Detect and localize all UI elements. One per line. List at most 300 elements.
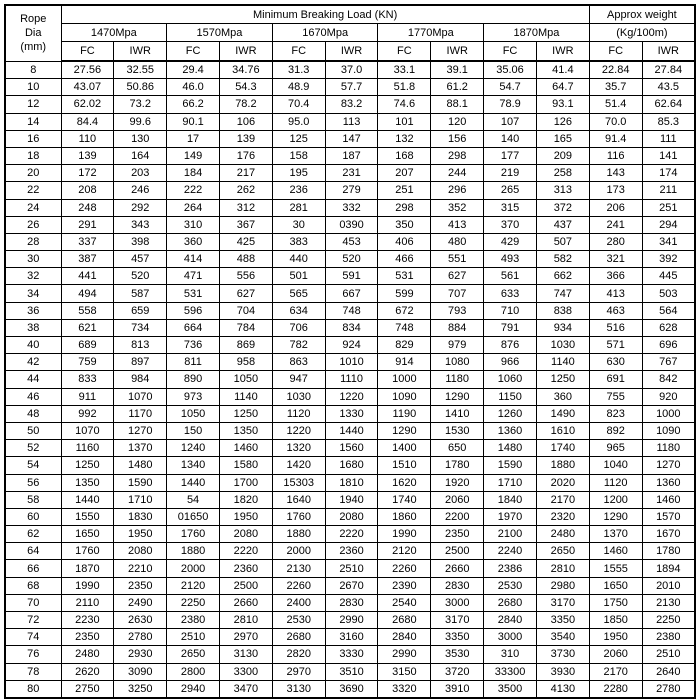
fc-1770-cell: 748 bbox=[378, 319, 431, 336]
iwr-1570-cell: 1580 bbox=[219, 457, 272, 474]
weight-fc-cell: 2060 bbox=[589, 646, 642, 663]
iwr-1670-cell: 187 bbox=[325, 147, 378, 164]
header-row-3 bbox=[5, 42, 695, 62]
weight-fc-cell: 22.84 bbox=[589, 61, 642, 79]
fc-1770-cell: 298 bbox=[378, 199, 431, 216]
iwr-1870-cell: 662 bbox=[536, 268, 589, 285]
weight-fc-cell: 1650 bbox=[589, 577, 642, 594]
iwr-1870-cell: 3170 bbox=[536, 594, 589, 611]
fc-1870-cell: 1710 bbox=[484, 474, 537, 491]
fc-1470-cell: 84.4 bbox=[61, 113, 114, 130]
approx-weight-header: Approx weight bbox=[589, 5, 695, 24]
iwr-1570-cell: 2970 bbox=[219, 629, 272, 646]
fc-1670-cell: 125 bbox=[272, 130, 325, 147]
iwr-1770-cell: 120 bbox=[431, 113, 484, 130]
table-row bbox=[5, 543, 695, 560]
rope-dia-cell: 28 bbox=[5, 233, 61, 250]
iwr-1770-cell: 1780 bbox=[431, 457, 484, 474]
rope-dia-cell: 62 bbox=[5, 526, 61, 543]
iwr-1770-cell: 707 bbox=[431, 285, 484, 302]
weight-iwr-cell: 251 bbox=[642, 199, 695, 216]
fc-1870-cell: 2840 bbox=[484, 612, 537, 629]
weight-fc-cell: 965 bbox=[589, 440, 642, 457]
fc-1670-cell: 2400 bbox=[272, 594, 325, 611]
fc-1570-cell: 1760 bbox=[167, 526, 220, 543]
fc-1770-cell: 3150 bbox=[378, 663, 431, 680]
fc-1770-cell: 829 bbox=[378, 337, 431, 354]
weight-iwr-cell: 2010 bbox=[642, 577, 695, 594]
rope-dia-cell: 34 bbox=[5, 285, 61, 302]
iwr-1670-cell: 3160 bbox=[325, 629, 378, 646]
rope-dia-cell: 78 bbox=[5, 663, 61, 680]
weight-iwr-cell: 341 bbox=[642, 233, 695, 250]
iwr-1570-cell: 958 bbox=[219, 354, 272, 371]
weight-iwr-cell: 2130 bbox=[642, 594, 695, 611]
iwr-1470-cell: 3090 bbox=[114, 663, 167, 680]
weight-iwr-cell: 1090 bbox=[642, 422, 695, 439]
fc-1870-cell: 966 bbox=[484, 354, 537, 371]
rope-dia-cell: 20 bbox=[5, 165, 61, 182]
iwr-1870-cell: 3730 bbox=[536, 646, 589, 663]
fc-1470-cell: 992 bbox=[61, 405, 114, 422]
fc-1770-cell: 74.6 bbox=[378, 96, 431, 113]
iwr-1570-cell: 312 bbox=[219, 199, 272, 216]
weight-iwr-cell: 696 bbox=[642, 337, 695, 354]
iwr-1870-cell: 93.1 bbox=[536, 96, 589, 113]
weight-iwr-cell: 392 bbox=[642, 251, 695, 268]
weight-unit-header: (Kg/100m) bbox=[589, 24, 695, 42]
iwr-1670-cell: 2510 bbox=[325, 560, 378, 577]
iwr-1470-cell: 1170 bbox=[114, 405, 167, 422]
weight-iwr-cell: 211 bbox=[642, 182, 695, 199]
iwr-1470-cell: 2080 bbox=[114, 543, 167, 560]
table-row bbox=[5, 474, 695, 491]
iwr-1770-cell: 1410 bbox=[431, 405, 484, 422]
fc-1670-cell: 706 bbox=[272, 319, 325, 336]
table-row bbox=[5, 663, 695, 680]
iwr-1870-cell: 2810 bbox=[536, 560, 589, 577]
iwr-1570-cell: 869 bbox=[219, 337, 272, 354]
iwr-1770-cell: 1080 bbox=[431, 354, 484, 371]
weight-iwr-cell: 1670 bbox=[642, 526, 695, 543]
iwr-1570-cell: 3300 bbox=[219, 663, 272, 680]
table-row bbox=[5, 233, 695, 250]
iwr-1670-cell: 1440 bbox=[325, 422, 378, 439]
fc-1570-cell: 973 bbox=[167, 388, 220, 405]
fc-1870-cell: 265 bbox=[484, 182, 537, 199]
fc-1570-cell: 66.2 bbox=[167, 96, 220, 113]
iwr-1570-cell: 704 bbox=[219, 302, 272, 319]
iwr-1870-cell: 437 bbox=[536, 216, 589, 233]
iwr-1470-cell: 246 bbox=[114, 182, 167, 199]
rope-dia-cell: 10 bbox=[5, 79, 61, 96]
fc-1570-cell: 2940 bbox=[167, 680, 220, 698]
fc-1770-cell: 3320 bbox=[378, 680, 431, 698]
fc-1470-cell: 387 bbox=[61, 251, 114, 268]
weight-iwr-cell: 2640 bbox=[642, 663, 695, 680]
iwr-1670-cell: 0390 bbox=[325, 216, 378, 233]
fc-1770-cell: 1990 bbox=[378, 526, 431, 543]
fc-1670-cell: 383 bbox=[272, 233, 325, 250]
iwr-1770-cell: 296 bbox=[431, 182, 484, 199]
iwr-1670-cell: 2830 bbox=[325, 594, 378, 611]
fc-1770-cell: 132 bbox=[378, 130, 431, 147]
weight-fc-cell: 70.0 bbox=[589, 113, 642, 130]
iwr-1570-cell: 784 bbox=[219, 319, 272, 336]
table-row bbox=[5, 594, 695, 611]
rope-dia-cell: 16 bbox=[5, 130, 61, 147]
table-row bbox=[5, 629, 695, 646]
iwr-1470-cell: 984 bbox=[114, 371, 167, 388]
fc-1670-cell: 501 bbox=[272, 268, 325, 285]
iwr-1570-cell: 1460 bbox=[219, 440, 272, 457]
fc-1670-cell: 2530 bbox=[272, 612, 325, 629]
fc-1670-cell: 236 bbox=[272, 182, 325, 199]
iwr-1670-cell: 591 bbox=[325, 268, 378, 285]
iwr-1870-cell: 41.4 bbox=[536, 61, 589, 79]
iwr-1570-cell: 176 bbox=[219, 147, 272, 164]
iwr-1470-cell: 203 bbox=[114, 165, 167, 182]
fc-1570-cell: 1050 bbox=[167, 405, 220, 422]
iwr-1470-cell: 1590 bbox=[114, 474, 167, 491]
iwr-1770-cell: 3720 bbox=[431, 663, 484, 680]
iwr-1870-cell: 1610 bbox=[536, 422, 589, 439]
fc-1470-cell: 27.56 bbox=[61, 61, 114, 79]
iwr-1470-cell: 2210 bbox=[114, 560, 167, 577]
iwr-1770-cell: 884 bbox=[431, 319, 484, 336]
iwr-1570-cell: 627 bbox=[219, 285, 272, 302]
fc-1570-cell: 54 bbox=[167, 491, 220, 508]
table-row bbox=[5, 182, 695, 199]
fc-1770-cell: 672 bbox=[378, 302, 431, 319]
fc-1770-cell: 599 bbox=[378, 285, 431, 302]
iwr-1470-cell: 3250 bbox=[114, 680, 167, 698]
iwr-1470-cell: 2490 bbox=[114, 594, 167, 611]
iwr-1870-cell: 1140 bbox=[536, 354, 589, 371]
iwr-1470-cell: 1070 bbox=[114, 388, 167, 405]
fc-1670-cell: 1320 bbox=[272, 440, 325, 457]
fc-1870-cell: 54.7 bbox=[484, 79, 537, 96]
weight-fc-cell: 1950 bbox=[589, 629, 642, 646]
rope-breaking-load-table bbox=[4, 4, 696, 699]
weight-fc-cell: 1120 bbox=[589, 474, 642, 491]
table-row bbox=[5, 680, 695, 698]
rope-dia-cell: 64 bbox=[5, 543, 61, 560]
iwr-1870-cell: 1740 bbox=[536, 440, 589, 457]
iwr-1870-cell: 1030 bbox=[536, 337, 589, 354]
subheader-fc: FC bbox=[589, 42, 642, 62]
iwr-1570-cell: 54.3 bbox=[219, 79, 272, 96]
weight-fc-cell: 1200 bbox=[589, 491, 642, 508]
iwr-1770-cell: 793 bbox=[431, 302, 484, 319]
weight-fc-cell: 1370 bbox=[589, 526, 642, 543]
iwr-1470-cell: 659 bbox=[114, 302, 167, 319]
fc-1670-cell: 48.9 bbox=[272, 79, 325, 96]
fc-1870-cell: 310 bbox=[484, 646, 537, 663]
weight-iwr-cell: 767 bbox=[642, 354, 695, 371]
iwr-1570-cell: 2360 bbox=[219, 560, 272, 577]
subheader-iwr: IWR bbox=[431, 42, 484, 62]
weight-fc-cell: 143 bbox=[589, 165, 642, 182]
fc-1870-cell: 1060 bbox=[484, 371, 537, 388]
table-row bbox=[5, 491, 695, 508]
iwr-1470-cell: 130 bbox=[114, 130, 167, 147]
weight-fc-cell: 321 bbox=[589, 251, 642, 268]
iwr-1670-cell: 2080 bbox=[325, 508, 378, 525]
fc-1770-cell: 1860 bbox=[378, 508, 431, 525]
iwr-1470-cell: 2930 bbox=[114, 646, 167, 663]
subheader-iwr: IWR bbox=[536, 42, 589, 62]
table-row bbox=[5, 216, 695, 233]
fc-1470-cell: 833 bbox=[61, 371, 114, 388]
fc-1570-cell: 811 bbox=[167, 354, 220, 371]
fc-1570-cell: 2000 bbox=[167, 560, 220, 577]
iwr-1770-cell: 3170 bbox=[431, 612, 484, 629]
fc-1470-cell: 43.07 bbox=[61, 79, 114, 96]
fc-1670-cell: 2970 bbox=[272, 663, 325, 680]
rope-dia-cell: 40 bbox=[5, 337, 61, 354]
table-row bbox=[5, 319, 695, 336]
iwr-1570-cell: 1950 bbox=[219, 508, 272, 525]
table-row bbox=[5, 457, 695, 474]
fc-1570-cell: 46.0 bbox=[167, 79, 220, 96]
fc-1870-cell: 2100 bbox=[484, 526, 537, 543]
rope-dia-cell: 46 bbox=[5, 388, 61, 405]
table-row bbox=[5, 422, 695, 439]
table-row bbox=[5, 526, 695, 543]
iwr-1670-cell: 2220 bbox=[325, 526, 378, 543]
rope-dia-cell: 80 bbox=[5, 680, 61, 698]
fc-1670-cell: 158 bbox=[272, 147, 325, 164]
fc-1770-cell: 2260 bbox=[378, 560, 431, 577]
rope-dia-cell: 52 bbox=[5, 440, 61, 457]
fc-1570-cell: 149 bbox=[167, 147, 220, 164]
fc-1870-cell: 1970 bbox=[484, 508, 537, 525]
weight-iwr-cell: 2780 bbox=[642, 680, 695, 698]
fc-1470-cell: 1250 bbox=[61, 457, 114, 474]
rope-dia-cell: 68 bbox=[5, 577, 61, 594]
iwr-1670-cell: 2990 bbox=[325, 612, 378, 629]
iwr-1670-cell: 1680 bbox=[325, 457, 378, 474]
iwr-1570-cell: 1050 bbox=[219, 371, 272, 388]
weight-iwr-cell: 1780 bbox=[642, 543, 695, 560]
fc-1870-cell: 791 bbox=[484, 319, 537, 336]
table-row bbox=[5, 577, 695, 594]
weight-iwr-cell: 564 bbox=[642, 302, 695, 319]
iwr-1570-cell: 1350 bbox=[219, 422, 272, 439]
fc-1470-cell: 1870 bbox=[61, 560, 114, 577]
fc-1770-cell: 350 bbox=[378, 216, 431, 233]
fc-1870-cell: 1360 bbox=[484, 422, 537, 439]
fc-1870-cell: 1150 bbox=[484, 388, 537, 405]
fc-1670-cell: 782 bbox=[272, 337, 325, 354]
subheader-fc: FC bbox=[167, 42, 220, 62]
fc-1870-cell: 219 bbox=[484, 165, 537, 182]
fc-1470-cell: 248 bbox=[61, 199, 114, 216]
iwr-1770-cell: 3910 bbox=[431, 680, 484, 698]
table-row bbox=[5, 405, 695, 422]
fc-1470-cell: 911 bbox=[61, 388, 114, 405]
iwr-1870-cell: 2020 bbox=[536, 474, 589, 491]
iwr-1670-cell: 279 bbox=[325, 182, 378, 199]
fc-1670-cell: 2130 bbox=[272, 560, 325, 577]
fc-1570-cell: 1340 bbox=[167, 457, 220, 474]
iwr-1870-cell: 4130 bbox=[536, 680, 589, 698]
iwr-1570-cell: 3130 bbox=[219, 646, 272, 663]
fc-1470-cell: 139 bbox=[61, 147, 114, 164]
weight-iwr-cell: 85.3 bbox=[642, 113, 695, 130]
iwr-1770-cell: 3530 bbox=[431, 646, 484, 663]
fc-1570-cell: 310 bbox=[167, 216, 220, 233]
fc-1470-cell: 759 bbox=[61, 354, 114, 371]
iwr-1770-cell: 413 bbox=[431, 216, 484, 233]
iwr-1470-cell: 99.6 bbox=[114, 113, 167, 130]
iwr-1870-cell: 3350 bbox=[536, 612, 589, 629]
rope-dia-cell: 50 bbox=[5, 422, 61, 439]
iwr-1770-cell: 2660 bbox=[431, 560, 484, 577]
weight-fc-cell: 630 bbox=[589, 354, 642, 371]
iwr-1470-cell: 1950 bbox=[114, 526, 167, 543]
fc-1770-cell: 406 bbox=[378, 233, 431, 250]
iwr-1870-cell: 126 bbox=[536, 113, 589, 130]
table-row bbox=[5, 354, 695, 371]
fc-1570-cell: 2800 bbox=[167, 663, 220, 680]
subheader-fc: FC bbox=[61, 42, 114, 62]
iwr-1870-cell: 747 bbox=[536, 285, 589, 302]
fc-1670-cell: 440 bbox=[272, 251, 325, 268]
fc-1770-cell: 251 bbox=[378, 182, 431, 199]
fc-1570-cell: 2510 bbox=[167, 629, 220, 646]
iwr-1870-cell: 2650 bbox=[536, 543, 589, 560]
iwr-1670-cell: 520 bbox=[325, 251, 378, 268]
iwr-1670-cell: 37.0 bbox=[325, 61, 378, 79]
iwr-1670-cell: 147 bbox=[325, 130, 378, 147]
iwr-1770-cell: 2200 bbox=[431, 508, 484, 525]
fc-1870-cell: 140 bbox=[484, 130, 537, 147]
fc-1470-cell: 2350 bbox=[61, 629, 114, 646]
fc-1770-cell: 1290 bbox=[378, 422, 431, 439]
weight-fc-cell: 755 bbox=[589, 388, 642, 405]
fc-1770-cell: 1510 bbox=[378, 457, 431, 474]
iwr-1570-cell: 2660 bbox=[219, 594, 272, 611]
fc-1670-cell: 195 bbox=[272, 165, 325, 182]
iwr-1770-cell: 61.2 bbox=[431, 79, 484, 96]
iwr-1470-cell: 1270 bbox=[114, 422, 167, 439]
subheader-iwr: IWR bbox=[325, 42, 378, 62]
iwr-1770-cell: 650 bbox=[431, 440, 484, 457]
fc-1770-cell: 168 bbox=[378, 147, 431, 164]
iwr-1870-cell: 582 bbox=[536, 251, 589, 268]
iwr-1870-cell: 313 bbox=[536, 182, 589, 199]
fc-1470-cell: 494 bbox=[61, 285, 114, 302]
table-row bbox=[5, 646, 695, 663]
fc-1470-cell: 110 bbox=[61, 130, 114, 147]
iwr-1670-cell: 2360 bbox=[325, 543, 378, 560]
fc-1470-cell: 2480 bbox=[61, 646, 114, 663]
weight-fc-cell: 1040 bbox=[589, 457, 642, 474]
fc-1870-cell: 35.06 bbox=[484, 61, 537, 79]
iwr-1670-cell: 1940 bbox=[325, 491, 378, 508]
iwr-1470-cell: 32.55 bbox=[114, 61, 167, 79]
iwr-1470-cell: 398 bbox=[114, 233, 167, 250]
fc-1570-cell: 150 bbox=[167, 422, 220, 439]
table-row bbox=[5, 337, 695, 354]
weight-fc-cell: 571 bbox=[589, 337, 642, 354]
fc-1570-cell: 2250 bbox=[167, 594, 220, 611]
fc-1570-cell: 664 bbox=[167, 319, 220, 336]
fc-1570-cell: 736 bbox=[167, 337, 220, 354]
fc-1570-cell: 1240 bbox=[167, 440, 220, 457]
iwr-1570-cell: 2220 bbox=[219, 543, 272, 560]
weight-fc-cell: 1555 bbox=[589, 560, 642, 577]
rope-dia-unit: (mm) bbox=[20, 41, 47, 54]
weight-fc-cell: 1750 bbox=[589, 594, 642, 611]
fc-1770-cell: 1000 bbox=[378, 371, 431, 388]
table-row bbox=[5, 79, 695, 96]
fc-1570-cell: 264 bbox=[167, 199, 220, 216]
fc-1570-cell: 531 bbox=[167, 285, 220, 302]
table-body bbox=[5, 61, 695, 698]
fc-1470-cell: 2110 bbox=[61, 594, 114, 611]
subheader-fc: FC bbox=[484, 42, 537, 62]
fc-1870-cell: 876 bbox=[484, 337, 537, 354]
iwr-1770-cell: 551 bbox=[431, 251, 484, 268]
weight-iwr-cell: 2250 bbox=[642, 612, 695, 629]
rope-dia-cell: 72 bbox=[5, 612, 61, 629]
iwr-1470-cell: 292 bbox=[114, 199, 167, 216]
fc-1470-cell: 2620 bbox=[61, 663, 114, 680]
weight-iwr-cell: 174 bbox=[642, 165, 695, 182]
fc-1870-cell: 2240 bbox=[484, 543, 537, 560]
iwr-1670-cell: 834 bbox=[325, 319, 378, 336]
fc-1670-cell: 1030 bbox=[272, 388, 325, 405]
iwr-1670-cell: 924 bbox=[325, 337, 378, 354]
grade-1570-header: 1570Mpa bbox=[167, 24, 273, 42]
weight-iwr-cell: 43.5 bbox=[642, 79, 695, 96]
iwr-1770-cell: 1530 bbox=[431, 422, 484, 439]
weight-iwr-cell: 2510 bbox=[642, 646, 695, 663]
iwr-1470-cell: 587 bbox=[114, 285, 167, 302]
fc-1570-cell: 890 bbox=[167, 371, 220, 388]
iwr-1570-cell: 488 bbox=[219, 251, 272, 268]
iwr-1570-cell: 1140 bbox=[219, 388, 272, 405]
iwr-1670-cell: 748 bbox=[325, 302, 378, 319]
iwr-1570-cell: 106 bbox=[219, 113, 272, 130]
table-row bbox=[5, 508, 695, 525]
iwr-1770-cell: 979 bbox=[431, 337, 484, 354]
fc-1470-cell: 1070 bbox=[61, 422, 114, 439]
weight-iwr-cell: 141 bbox=[642, 147, 695, 164]
rope-dia-cell: 58 bbox=[5, 491, 61, 508]
iwr-1770-cell: 352 bbox=[431, 199, 484, 216]
weight-iwr-cell: 920 bbox=[642, 388, 695, 405]
iwr-1470-cell: 1480 bbox=[114, 457, 167, 474]
iwr-1670-cell: 57.7 bbox=[325, 79, 378, 96]
weight-fc-cell: 1850 bbox=[589, 612, 642, 629]
fc-1870-cell: 2386 bbox=[484, 560, 537, 577]
iwr-1770-cell: 2350 bbox=[431, 526, 484, 543]
iwr-1670-cell: 113 bbox=[325, 113, 378, 130]
iwr-1870-cell: 3540 bbox=[536, 629, 589, 646]
iwr-1470-cell: 164 bbox=[114, 147, 167, 164]
rope-dia-cell: 36 bbox=[5, 302, 61, 319]
fc-1870-cell: 561 bbox=[484, 268, 537, 285]
fc-1470-cell: 1760 bbox=[61, 543, 114, 560]
fc-1770-cell: 2680 bbox=[378, 612, 431, 629]
subheader-iwr: IWR bbox=[642, 42, 695, 62]
subheader-iwr: IWR bbox=[114, 42, 167, 62]
table-row bbox=[5, 199, 695, 216]
